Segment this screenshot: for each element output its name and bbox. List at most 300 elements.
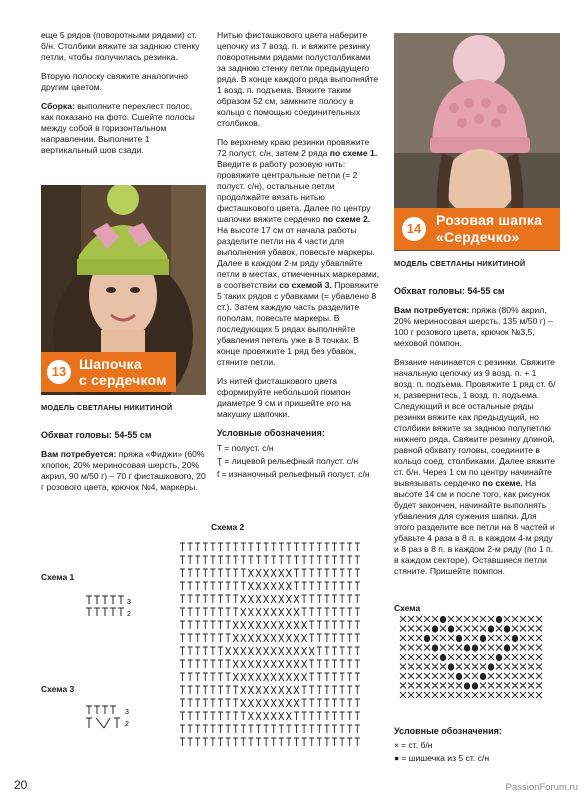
relief-stitch-symbol bbox=[248, 621, 253, 629]
stitch-symbol bbox=[355, 738, 360, 746]
sc-symbol bbox=[496, 645, 502, 651]
sc-symbol bbox=[520, 673, 526, 679]
stitch-symbol bbox=[347, 543, 352, 551]
paragraph: Из нитей фисташкового цвета сформируйте небольшой помпон диаметре 9 см и пришейте его на макушку шапочки. bbox=[217, 376, 351, 419]
page-number: 20 bbox=[14, 778, 28, 792]
stitch-symbol bbox=[233, 725, 238, 733]
stitch-symbol bbox=[203, 660, 208, 668]
stitch-symbol bbox=[324, 647, 329, 655]
stitch-symbol bbox=[226, 738, 231, 746]
relief-stitch-symbol bbox=[279, 621, 284, 629]
stitch-symbol bbox=[218, 725, 223, 733]
sc-symbol bbox=[448, 654, 454, 660]
sc-symbol bbox=[512, 683, 518, 689]
sc-symbol bbox=[424, 654, 430, 660]
stitch-symbol bbox=[195, 712, 200, 720]
stitch-symbol bbox=[340, 725, 345, 733]
stitch-symbol bbox=[317, 621, 322, 629]
stitch-symbol bbox=[309, 699, 314, 707]
sc-symbol bbox=[512, 645, 518, 651]
sc-symbol bbox=[456, 616, 462, 622]
relief-stitch-symbol bbox=[241, 621, 246, 629]
stitch-symbol bbox=[226, 621, 231, 629]
bobble-symbol bbox=[448, 663, 454, 670]
relief-stitch-symbol bbox=[233, 621, 238, 629]
text: На высоте 14 см и после того, как рисунок будет закончен, начинайте выполнять убавления для сужения шапки. Для этого разделите все петли на 8 частей и убавьте 4 раза в 8 п. в каждом 4-м ряду и 8 раз в 8 п. в каждом 2-м ряду (по 1 п. в каждом секторе). Оставшиеся петли стяните. Пришейте помпон. bbox=[394, 478, 555, 576]
relief-stitch-symbol bbox=[271, 595, 276, 603]
item-title-line1: Розовая шапка bbox=[436, 212, 543, 228]
stitch-symbol bbox=[195, 595, 200, 603]
sc-symbol bbox=[464, 664, 470, 670]
relief-stitch-symbol bbox=[286, 647, 291, 655]
stitch-symbol bbox=[203, 556, 208, 564]
relief-stitch-symbol bbox=[264, 686, 269, 694]
stitch-symbol bbox=[309, 621, 314, 629]
sc-symbol bbox=[536, 635, 542, 641]
relief-stitch-symbol bbox=[256, 673, 261, 681]
stitch-symbol bbox=[188, 543, 193, 551]
stitch-symbol bbox=[302, 543, 307, 551]
sc-symbol bbox=[464, 692, 470, 698]
sc-symbol bbox=[416, 683, 422, 689]
stitch-symbol bbox=[309, 634, 314, 642]
sc-symbol bbox=[424, 673, 430, 679]
sc-symbol bbox=[432, 692, 438, 698]
sc-symbol bbox=[528, 616, 534, 622]
svg-text:3: 3 bbox=[127, 599, 131, 606]
legend-text: = ст. б/н bbox=[401, 740, 433, 750]
bobble-symbol bbox=[472, 644, 478, 651]
sc-symbol bbox=[432, 654, 438, 660]
stitch-symbol bbox=[218, 556, 223, 564]
sc-symbol bbox=[448, 616, 454, 622]
sc-symbol bbox=[408, 616, 414, 622]
relief-stitch-symbol bbox=[264, 569, 269, 577]
sc-symbol bbox=[424, 683, 430, 689]
sc-symbol bbox=[536, 664, 542, 670]
stitch-symbol bbox=[347, 686, 352, 694]
stitch-symbol bbox=[355, 569, 360, 577]
paragraph bbox=[394, 357, 559, 577]
sc-symbol bbox=[416, 616, 422, 622]
stitch-symbol bbox=[302, 556, 307, 564]
legend-item bbox=[394, 753, 559, 764]
relief-stitch-symbol bbox=[264, 608, 269, 616]
sc-symbol bbox=[528, 683, 534, 689]
stitch-symbol bbox=[340, 569, 345, 577]
stitch-symbol bbox=[302, 738, 307, 746]
sc-symbol bbox=[408, 673, 414, 679]
stitch-symbol bbox=[294, 712, 299, 720]
stitch-symbol bbox=[332, 556, 337, 564]
stitch-symbol bbox=[210, 634, 215, 642]
legend-symbol: Ʈ bbox=[217, 456, 223, 466]
relief-stitch-symbol bbox=[294, 660, 299, 668]
item-number: 13 bbox=[47, 360, 71, 384]
sc-symbol bbox=[488, 616, 494, 622]
relief-stitch-symbol bbox=[309, 647, 314, 655]
sc-symbol bbox=[456, 692, 462, 698]
stitch-symbol bbox=[218, 686, 223, 694]
legend-symbol: T bbox=[217, 443, 223, 453]
sc-symbol bbox=[528, 664, 534, 670]
sc-symbol bbox=[536, 683, 542, 689]
stitch-symbol bbox=[233, 543, 238, 551]
sc-symbol bbox=[432, 664, 438, 670]
sc-symbol bbox=[416, 673, 422, 679]
sc-symbol bbox=[400, 654, 406, 660]
relief-stitch-symbol bbox=[294, 686, 299, 694]
stitch-symbol bbox=[188, 660, 193, 668]
relief-stitch-symbol bbox=[271, 621, 276, 629]
sc-symbol bbox=[448, 692, 454, 698]
sc-symbol bbox=[472, 673, 478, 679]
stitch-symbol bbox=[218, 634, 223, 642]
bobble-symbol bbox=[432, 644, 438, 651]
sc-symbol bbox=[528, 654, 534, 660]
bobble-symbol bbox=[496, 654, 502, 661]
stitch-symbol bbox=[279, 725, 284, 733]
stitch-symbol bbox=[188, 647, 193, 655]
stitch-symbol bbox=[241, 556, 246, 564]
stitch-symbol bbox=[332, 608, 337, 616]
relief-stitch-symbol bbox=[302, 647, 307, 655]
stitch-symbol bbox=[188, 582, 193, 590]
item-13-label bbox=[41, 352, 176, 392]
sc-symbol bbox=[416, 645, 422, 651]
stitch-symbol bbox=[347, 647, 352, 655]
stitch-symbol bbox=[317, 608, 322, 616]
stitch-symbol bbox=[188, 673, 193, 681]
relief-stitch-symbol bbox=[264, 621, 269, 629]
item-14-label bbox=[394, 208, 560, 250]
bobble-symbol bbox=[480, 673, 486, 680]
diagram-1-label: Схема 1 bbox=[41, 572, 75, 582]
stitch-symbol bbox=[241, 569, 246, 577]
text: На высоте 17 см от начала работы разделите петли на 4 части для выполнения убавок, повесьте маркеры. Далее в каждом 2-м ряду убавляйте петли в местах, отмеченных маркерами, в соответствии bbox=[217, 225, 380, 290]
stitch-symbol bbox=[188, 738, 193, 746]
relief-stitch-symbol bbox=[248, 595, 253, 603]
sc-symbol bbox=[480, 616, 486, 622]
stitch-symbol bbox=[340, 712, 345, 720]
stitch-symbol bbox=[294, 569, 299, 577]
relief-stitch-symbol bbox=[248, 582, 253, 590]
stitch-symbol bbox=[324, 686, 329, 694]
diagram-2 bbox=[172, 538, 382, 760]
stitch-symbol bbox=[271, 738, 276, 746]
bold-ref: со схемой 3. bbox=[279, 280, 332, 290]
relief-stitch-symbol bbox=[256, 634, 261, 642]
sc-symbol bbox=[512, 654, 518, 660]
paragraph bbox=[41, 101, 206, 156]
relief-stitch-symbol bbox=[256, 647, 261, 655]
stitch-symbol bbox=[347, 595, 352, 603]
relief-stitch-symbol bbox=[279, 647, 284, 655]
sc-symbol bbox=[512, 626, 518, 632]
stitch-symbol bbox=[355, 634, 360, 642]
stitch-symbol bbox=[317, 556, 322, 564]
stitch-symbol bbox=[271, 543, 276, 551]
stitch-symbol bbox=[324, 608, 329, 616]
sc-symbol bbox=[472, 664, 478, 670]
stitch-symbol bbox=[355, 582, 360, 590]
sc-symbol bbox=[520, 664, 526, 670]
sc-symbol bbox=[528, 645, 534, 651]
sc-symbol bbox=[440, 645, 446, 651]
diagram-14-label: Схема bbox=[394, 603, 421, 613]
stitch-symbol bbox=[355, 608, 360, 616]
stitch-symbol bbox=[340, 699, 345, 707]
sc-symbol bbox=[496, 635, 502, 641]
stitch-symbol bbox=[210, 595, 215, 603]
sc-symbol bbox=[424, 664, 430, 670]
stitch-symbol bbox=[332, 647, 337, 655]
stitch-symbol bbox=[317, 686, 322, 694]
relief-stitch-symbol bbox=[241, 634, 246, 642]
relief-stitch-symbol bbox=[248, 634, 253, 642]
sc-symbol bbox=[480, 626, 486, 632]
relief-stitch-symbol bbox=[286, 582, 291, 590]
stitch-symbol bbox=[355, 543, 360, 551]
stitch-symbol bbox=[218, 673, 223, 681]
stitch-symbol bbox=[203, 673, 208, 681]
sc-symbol bbox=[472, 692, 478, 698]
bobble-symbol bbox=[464, 644, 470, 651]
sc-symbol bbox=[536, 626, 542, 632]
stitch-symbol bbox=[203, 686, 208, 694]
sc-symbol bbox=[496, 664, 502, 670]
sc-symbol bbox=[464, 654, 470, 660]
legend-title: Условные обозначения: bbox=[394, 726, 502, 736]
stitch-symbol bbox=[317, 595, 322, 603]
sc-symbol bbox=[488, 654, 494, 660]
relief-stitch-symbol bbox=[264, 673, 269, 681]
relief-stitch-symbol bbox=[256, 582, 261, 590]
stitch-symbol bbox=[210, 621, 215, 629]
sc-symbol bbox=[448, 635, 454, 641]
diagram-14 bbox=[398, 614, 558, 708]
item-title-line1: Шапочка bbox=[79, 356, 142, 372]
sc-symbol bbox=[448, 673, 454, 679]
sc-symbol bbox=[432, 616, 438, 622]
stitch-symbol bbox=[195, 660, 200, 668]
sc-symbol bbox=[400, 673, 406, 679]
relief-stitch-symbol bbox=[286, 621, 291, 629]
stitch-symbol bbox=[218, 647, 223, 655]
stitch-symbol bbox=[317, 634, 322, 642]
relief-stitch-symbol bbox=[233, 647, 238, 655]
relief-stitch-symbol bbox=[294, 621, 299, 629]
stitch-symbol bbox=[233, 686, 238, 694]
relief-stitch-symbol bbox=[248, 608, 253, 616]
stitch-symbol bbox=[264, 725, 269, 733]
stitch-symbol bbox=[317, 712, 322, 720]
head-size: Обхват головы: 54-55 см bbox=[41, 430, 152, 440]
legend-symbol: ƭ bbox=[217, 469, 220, 479]
stitch-symbol bbox=[241, 543, 246, 551]
relief-stitch-symbol bbox=[286, 699, 291, 707]
relief-stitch-symbol bbox=[294, 647, 299, 655]
relief-stitch-symbol bbox=[279, 595, 284, 603]
sc-symbol bbox=[424, 645, 430, 651]
stitch-symbol bbox=[218, 621, 223, 629]
stitch-symbol bbox=[218, 595, 223, 603]
sc-symbol bbox=[488, 683, 494, 689]
stitch-symbol bbox=[271, 556, 276, 564]
stitch-symbol bbox=[233, 595, 238, 603]
stitch-symbol bbox=[226, 582, 231, 590]
stitch-symbol bbox=[218, 608, 223, 616]
stitch-symbol bbox=[195, 738, 200, 746]
stitch-symbol bbox=[210, 556, 215, 564]
stitch-symbol bbox=[218, 699, 223, 707]
stitch-symbol bbox=[324, 543, 329, 551]
sc-symbol bbox=[528, 626, 534, 632]
stitch-symbol bbox=[180, 556, 185, 564]
stitch-symbol bbox=[324, 660, 329, 668]
sc-symbol bbox=[488, 673, 494, 679]
relief-stitch-symbol bbox=[302, 634, 307, 642]
sc-symbol bbox=[496, 692, 502, 698]
stitch-symbol bbox=[347, 712, 352, 720]
stitch-symbol bbox=[302, 595, 307, 603]
sc-symbol bbox=[408, 664, 414, 670]
stitch-symbol bbox=[233, 582, 238, 590]
relief-stitch-symbol bbox=[248, 660, 253, 668]
stitch-symbol bbox=[195, 556, 200, 564]
relief-stitch-symbol bbox=[256, 569, 261, 577]
sc-symbol bbox=[504, 664, 510, 670]
bold-ref: по схеме 2. bbox=[322, 214, 371, 224]
relief-stitch-symbol bbox=[302, 660, 307, 668]
relief-stitch-symbol bbox=[271, 712, 276, 720]
stitch-symbol bbox=[180, 686, 185, 694]
sc-symbol bbox=[472, 635, 478, 641]
relief-stitch-symbol bbox=[294, 634, 299, 642]
stitch-symbol bbox=[317, 647, 322, 655]
stitch-symbol bbox=[317, 582, 322, 590]
sc-symbol bbox=[432, 673, 438, 679]
stitch-symbol bbox=[355, 647, 360, 655]
relief-stitch-symbol bbox=[256, 608, 261, 616]
relief-stitch-symbol bbox=[302, 621, 307, 629]
stitch-symbol bbox=[180, 660, 185, 668]
stitch-symbol bbox=[309, 608, 314, 616]
sc-symbol bbox=[400, 616, 406, 622]
stitch-symbol bbox=[309, 569, 314, 577]
stitch-symbol bbox=[195, 621, 200, 629]
stitch-symbol bbox=[210, 582, 215, 590]
stitch-symbol bbox=[248, 725, 253, 733]
stitch-symbol bbox=[180, 595, 185, 603]
stitch-symbol bbox=[302, 582, 307, 590]
sc-symbol bbox=[408, 645, 414, 651]
stitch-symbol bbox=[355, 556, 360, 564]
bobble-symbol bbox=[424, 635, 430, 642]
paragraph bbox=[217, 137, 380, 368]
stitch-symbol bbox=[195, 725, 200, 733]
stitch-symbol bbox=[302, 725, 307, 733]
relief-stitch-symbol bbox=[279, 699, 284, 707]
stitch-symbol bbox=[180, 621, 185, 629]
text: Вязание начинается с резинки. Свяжите начальную цепочку из 9 возд. п. + 1 возд. п. подъема. Провяжите 1 ряд ст. б/н, развернитесь, 1 возд. п. подъема. Следующий и все остальные ряды резинки вяжите как предыдущий, но столбики вяжите за заднюю полупетлю нижнего ряда. Свяжите резинку длиной, равной обхвату головы, соедините в кольцо соед. столбиками. Далее вяжите ст. б/н. Через 1 см по центру начинайте вывязывать сердечко bbox=[394, 357, 556, 488]
stitch-symbol bbox=[226, 634, 231, 642]
stitch-symbol bbox=[233, 738, 238, 746]
stitch-symbol bbox=[248, 543, 253, 551]
stitch-symbol bbox=[195, 673, 200, 681]
designer-credit: МОДЕЛЬ СВЕТЛАНЫ НИКИТИНОЙ bbox=[41, 403, 173, 412]
stitch-symbol bbox=[241, 738, 246, 746]
materials bbox=[394, 305, 559, 349]
column-2 bbox=[217, 30, 380, 482]
relief-stitch-symbol bbox=[256, 712, 261, 720]
legend-item bbox=[394, 740, 559, 751]
stitch-symbol bbox=[218, 569, 223, 577]
bobble-symbol bbox=[512, 635, 518, 642]
stitch-symbol bbox=[309, 543, 314, 551]
stitch-symbol bbox=[340, 634, 345, 642]
stitch-symbol bbox=[264, 738, 269, 746]
relief-stitch-symbol bbox=[271, 608, 276, 616]
stitch-symbol bbox=[355, 673, 360, 681]
relief-stitch-symbol bbox=[271, 660, 276, 668]
relief-stitch-symbol bbox=[256, 595, 261, 603]
sc-symbol bbox=[520, 645, 526, 651]
stitch-symbol bbox=[294, 725, 299, 733]
stitch-symbol bbox=[347, 699, 352, 707]
stitch-symbol bbox=[286, 738, 291, 746]
stitch-symbol bbox=[218, 712, 223, 720]
stitch-symbol bbox=[210, 647, 215, 655]
sc-symbol bbox=[528, 673, 534, 679]
stitch-symbol bbox=[188, 621, 193, 629]
stitch-symbol bbox=[203, 569, 208, 577]
sc-symbol bbox=[464, 673, 470, 679]
paragraph: Нитью фисташкового цвета наберите цепочку из 7 возд. п. и вяжите резинку поворотными рядами полустолбиками за заднюю стенку петли предыдущего ряда. В конце каждого ряда выполняйте 1 возд. п. подъема. Вяжите таким образом 52 см, замкните полосу в кольцо с помощью соединительных столбиков. bbox=[217, 30, 379, 128]
stitch-symbol bbox=[180, 673, 185, 681]
stitch-symbol bbox=[347, 738, 352, 746]
stitch-symbol bbox=[340, 673, 345, 681]
stitch-symbol bbox=[279, 738, 284, 746]
stitch-symbol bbox=[195, 582, 200, 590]
relief-stitch-symbol bbox=[256, 660, 261, 668]
stitch-symbol bbox=[203, 647, 208, 655]
stitch-symbol bbox=[233, 712, 238, 720]
sc-symbol bbox=[488, 645, 494, 651]
sc-symbol bbox=[416, 664, 422, 670]
relief-stitch-symbol bbox=[241, 673, 246, 681]
stitch-symbol bbox=[218, 543, 223, 551]
relief-stitch-symbol bbox=[279, 608, 284, 616]
stitch-symbol bbox=[188, 595, 193, 603]
sc-symbol bbox=[528, 635, 534, 641]
stitch-symbol bbox=[226, 686, 231, 694]
relief-stitch-symbol bbox=[271, 569, 276, 577]
stitch-symbol bbox=[188, 686, 193, 694]
relief-stitch-symbol bbox=[248, 699, 253, 707]
sc-symbol bbox=[528, 692, 534, 698]
stitch-symbol bbox=[302, 699, 307, 707]
stitch-symbol bbox=[195, 634, 200, 642]
stitch-symbol bbox=[324, 673, 329, 681]
stitch-symbol bbox=[340, 595, 345, 603]
stitch-symbol bbox=[226, 699, 231, 707]
stitch-symbol bbox=[256, 543, 261, 551]
stitch-symbol bbox=[218, 660, 223, 668]
relief-stitch-symbol bbox=[241, 699, 246, 707]
text: пряжа «Фиджи» (60% хлопок, 20% мериносовая шерсть, 20% акрил, 90 м/50 г) – 70 г фисташкового, 20 г розового цвета, крючок №4, маркеры. bbox=[41, 449, 206, 492]
stitch-symbol bbox=[340, 686, 345, 694]
